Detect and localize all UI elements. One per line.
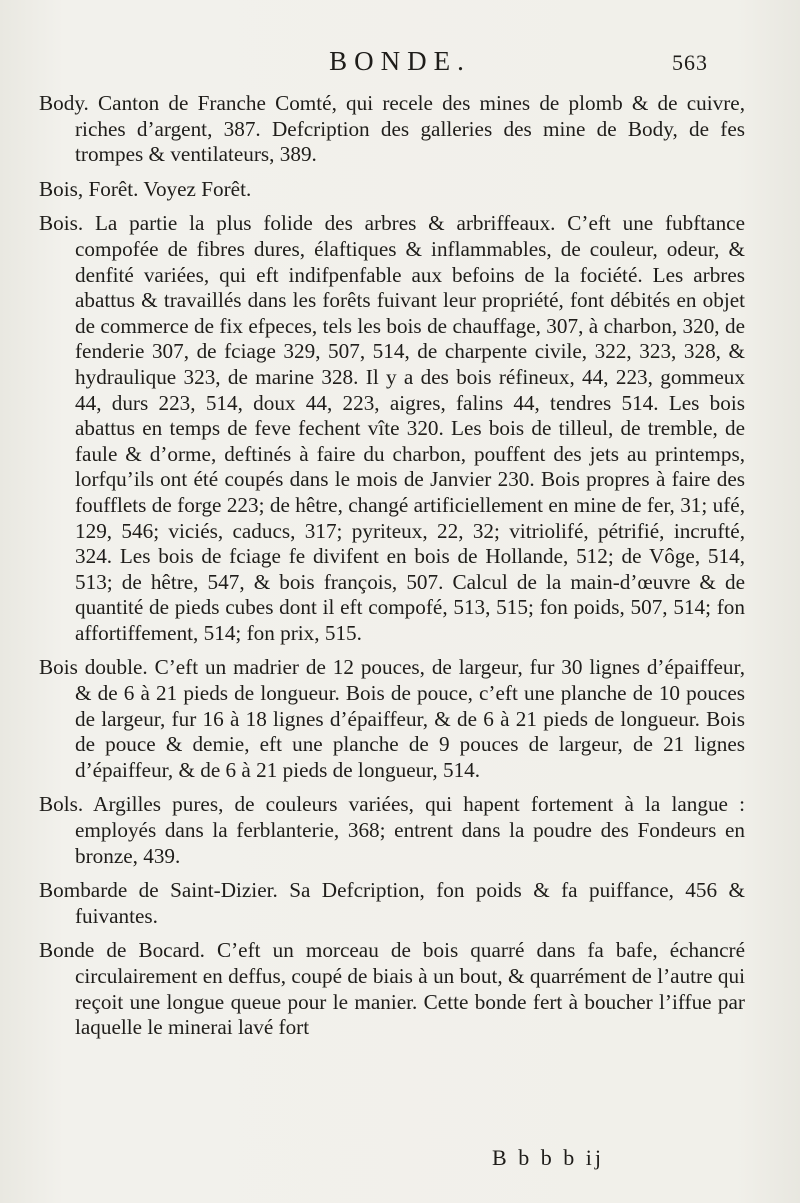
entry-bois: Bois. La partie la plus folide des arbres & arbriffeaux. C’eft une fubftance compofée de fibres dures, élaftiques & inflammables, de couleur, odeur, & denfité variées, qui eft indifpenfable aux befoins de la fociété. Les arbres abattus & travaillés dans les forêts fuivant leur propriété, font débités en objet de commerce de fix efpeces, tels les bois de chauffage, 307, à charbon, 320, de fenderie 307, de fciage 329, 507, 514, de charpente civile, 322, 323, 328, & hydraulique 323, de marine 328. Il y a des bois réfineux, 44, 223, gommeux 44, durs 223, 514, doux 44, 223, aigres, falins 44, tendres 514. Les bois abattus en temps de feve fechent vîte 320. Les bois de tilleul, de tremble, de faule & d’orme, deftinés à faire du charbon, pouffent des jets au printemps, lorfqu’ils ont été coupés dans le mois de Janvier 230. Bois propres à faire des foufflets de forge 223; de hêtre, changé artificiellement en mine de fer, 31; ufé, 129, 546; viciés, caducs, 317; pyriteux, 22, 32; vitriolifé, pétrifié, incrufté, 324. Les bois de fciage fe divifent en bois de Hollande, 512; de Vôge, 514, 513; de hêtre, 547, & bois françois, 507. Calcul de la main-d’œuvre & de quantité de pieds cubes dont il eft compofé, 513, 515; fon poids, 507, 514; fon affortiffement, 514; fon prix, 515. — [39, 211, 745, 645]
entry-bois-foret: Bois, Forêt. Voyez Forêt. — [39, 176, 252, 201]
entry-body: Body. Canton de Franche Comté, qui recele des mines de plomb & de cuivre, riches d’argent, 387. Defcription des galleries des mine de Body, de fes trompes & ventilateurs, 389. — [39, 91, 745, 167]
page-header — [0, 46, 800, 86]
entry-bonde-de-bocard: Bonde de Bocard. C’eft un morceau de bois quarré dans fa bafe, échancré circulairement en deffus, coupé de biais à un bout, & quarrément de l’autre qui reçoit une longue queue pour le manier. Cette bonde fert à boucher l’iffue par laquelle le minerai lavé fort — [39, 938, 745, 1040]
entry-bois-double: Bois double. C’eft un madrier de 12 pouces, de largeur, fur 30 lignes d’épaiffeur, & de 6 à 21 pieds de longueur. Bois de pouce, c’eft une planche de 10 pouces de largeur, fur 16 à 18 lignes d’épaiffeur, & de 6 à 21 pieds de longueur. Bois de pouce & demie, eft une planche de 9 pouces de largeur, de 21 lignes d’épaiffeur, & de 6 à 21 pieds de longueur, 514. — [39, 655, 745, 782]
entry-bombarde: Bombarde de Saint-Dizier. Sa Defcription, fon poids & fa puiffance, 456 & fuivantes. — [39, 878, 745, 928]
index-entries — [39, 91, 745, 1041]
page-number: 563 — [672, 50, 708, 75]
signature-mark — [0, 1145, 800, 1171]
entry-bols: Bols. Argilles pures, de couleurs variées, qui hapent fortement à la langue : employés dans la ferblanterie, 368; entrent dans la poudre des Fondeurs en bronze, 439. — [39, 792, 745, 868]
running-title: BONDE. — [329, 46, 471, 76]
signature-text: B b b b ij — [492, 1145, 604, 1170]
